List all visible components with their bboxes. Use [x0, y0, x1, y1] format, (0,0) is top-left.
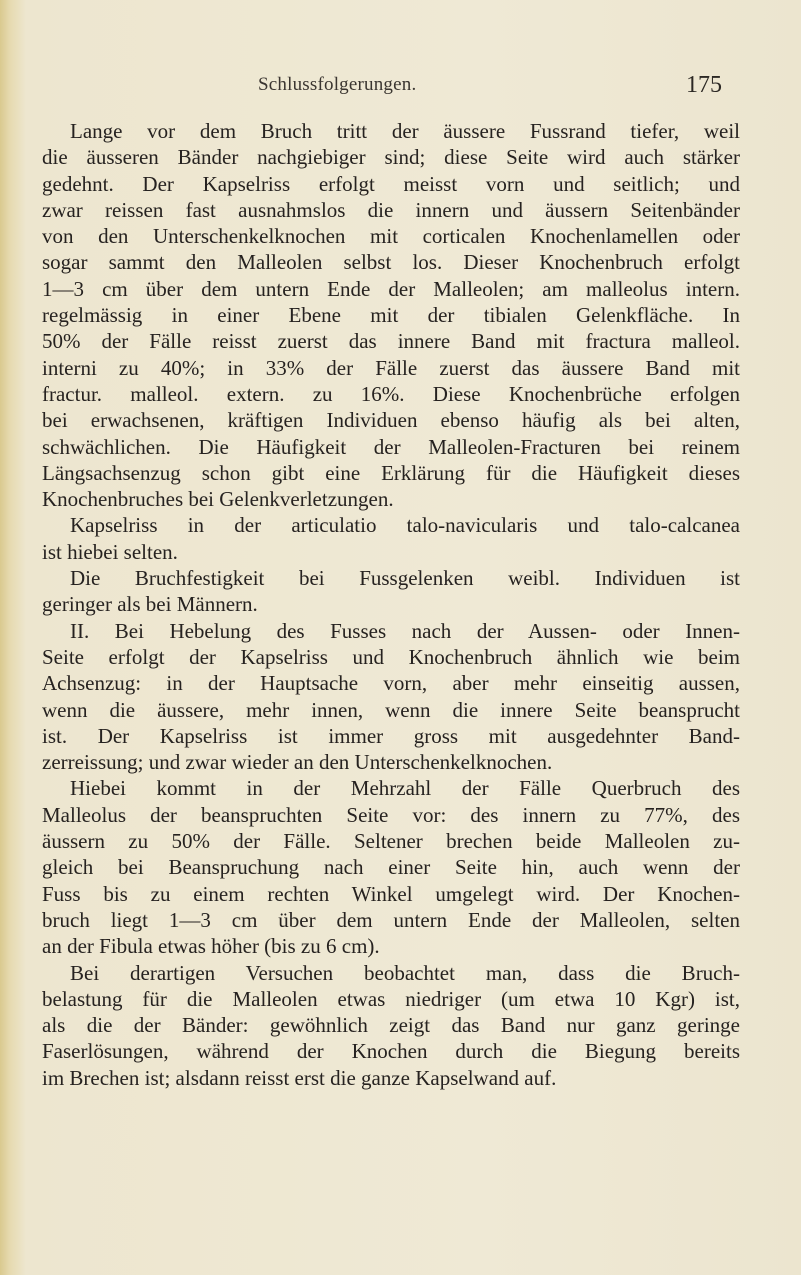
page-number: 175 — [686, 72, 722, 98]
text-line: äussern zu 50% der Fälle. Seltener brechen beide Malleolen zu- — [42, 829, 740, 854]
text-line: zwar reissen fast ausnahmslos die innern und äussern Seitenbänder — [42, 197, 740, 222]
text-line: Knochenbruches bei Gelenkverletzungen. — [42, 487, 394, 512]
text-line: bei erwachsenen, kräftigen Individuen ebenso häufig als bei alten, — [42, 408, 740, 433]
text-line: Malleolus der beanspruchten Seite vor: des innern zu 77%, des — [42, 802, 740, 827]
text-line: regelmässig in einer Ebene mit der tibialen Gelenkfläche. In — [42, 303, 740, 328]
text-line: von den Unterschenkelknochen mit corticalen Knochenlamellen oder — [42, 224, 740, 249]
text-line: Seite erfolgt der Kapselriss und Knochenbruch ähnlich wie beim — [42, 644, 740, 669]
text-line: Fuss bis zu einem rechten Winkel umgelegt wird. Der Knochen- — [42, 881, 740, 906]
body-text — [42, 118, 740, 1091]
text-line: Bei derartigen Versuchen beobachtet man, dass die Bruch- — [70, 960, 740, 985]
text-line: an der Fibula etwas höher (bis zu 6 cm). — [42, 934, 380, 959]
text-line: die äusseren Bänder nachgiebiger sind; diese Seite wird auch stärker — [42, 145, 740, 170]
text-line: bruch liegt 1—3 cm über dem untern Ende der Malleolen, selten — [42, 907, 740, 932]
text-line: Faserlösungen, während der Knochen durch die Biegung bereits — [42, 1039, 740, 1064]
text-line: im Brechen ist; alsdann reisst erst die ganze Kapselwand auf. — [42, 1065, 557, 1090]
running-title: Schlussfolgerungen. — [258, 74, 417, 95]
text-line: Längsachsenzug schon gibt eine Erklärung für die Häufigkeit dieses — [42, 460, 740, 485]
text-line: Achsenzug: in der Hauptsache vorn, aber mehr einseitig aussen, — [42, 671, 740, 696]
text-line: Die Bruchfestigkeit bei Fussgelenken weibl. Individuen ist — [70, 566, 740, 591]
text-line: gleich bei Beanspruchung nach einer Seite hin, auch wenn der — [42, 855, 740, 880]
text-line: wenn die äussere, mehr innen, wenn die innere Seite beansprucht — [42, 697, 740, 722]
text-line: 50% der Fälle reisst zuerst das innere Band mit fractura malleol. — [42, 329, 740, 354]
text-line: belastung für die Malleolen etwas niedriger (um etwa 10 Kgr) ist, — [42, 986, 740, 1011]
text-line: als die der Bänder: gewöhnlich zeigt das Band nur ganz geringe — [42, 1013, 740, 1038]
text-line: Kapselriss in der articulatio talo-navicularis und talo-calcanea — [70, 513, 740, 538]
text-line: geringer als bei Männern. — [42, 592, 258, 617]
text-line: Hiebei kommt in der Mehrzahl der Fälle Querbruch des — [70, 776, 740, 801]
page-header — [252, 72, 722, 106]
text-line: interni zu 40%; in 33% der Fälle zuerst das äussere Band mit — [42, 355, 740, 380]
text-line: schwächlichen. Die Häufigkeit der Malleolen-Fracturen bei reinem — [42, 434, 740, 459]
text-line: ist hiebei selten. — [42, 539, 178, 564]
text-line: II. Bei Hebelung des Fusses nach der Aussen- oder Innen- — [70, 618, 740, 643]
text-line: fractur. malleol. extern. zu 16%. Diese Knochenbrüche erfolgen — [42, 381, 740, 406]
text-line: Lange vor dem Bruch tritt der äussere Fussrand tiefer, weil — [70, 119, 740, 143]
text-line: sogar sammt den Malleolen selbst los. Dieser Knochenbruch erfolgt — [42, 250, 740, 275]
text-line: 1—3 cm über dem untern Ende der Malleolen; am malleolus intern. — [42, 276, 740, 301]
text-line: zerreissung; und zwar wieder an den Unterschenkelknochen. — [42, 750, 553, 775]
text-line: gedehnt. Der Kapselriss erfolgt meisst vorn und seitlich; und — [42, 171, 740, 196]
text-line: ist. Der Kapselriss ist immer gross mit ausgedehnter Band- — [42, 723, 740, 748]
